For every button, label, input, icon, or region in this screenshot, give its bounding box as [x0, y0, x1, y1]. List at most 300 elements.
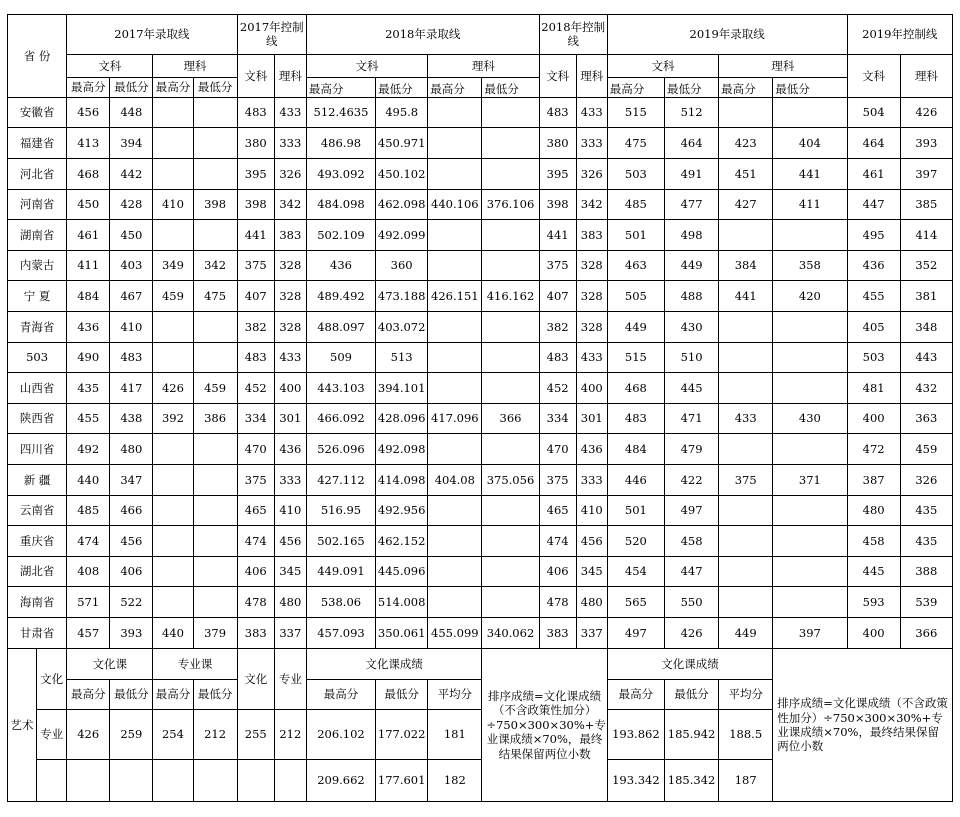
table-cell: 441: [539, 220, 576, 251]
table-cell: 513: [376, 342, 428, 373]
table-cell: 432: [900, 373, 952, 404]
table-cell: 446: [607, 464, 664, 495]
table-cell: [193, 220, 237, 251]
table-cell: [153, 526, 193, 557]
header-min: 最低分: [110, 78, 153, 97]
table-cell: 352: [900, 250, 952, 281]
table-cell: 376.106: [482, 189, 539, 220]
table-cell: 188.5: [719, 710, 773, 760]
table-row: [8, 281, 953, 312]
art-2018-score-header: 文化课成绩: [306, 648, 482, 679]
table-cell: 505: [607, 281, 664, 312]
table-cell: 366: [900, 618, 952, 649]
table-row: [8, 97, 953, 128]
table-cell: 464: [664, 128, 718, 159]
table-cell: [193, 342, 237, 373]
table-cell: 398: [193, 189, 237, 220]
table-cell: 371: [773, 464, 847, 495]
art-2018-note: 排序成绩=文化课成绩（不含政策性加分）÷750×300×30%+专业课成绩×70%，最终结果保留两位小数: [482, 648, 607, 801]
table-cell: 516.95: [306, 495, 375, 526]
table-cell: 342: [193, 250, 237, 281]
table-cell: 398: [237, 189, 274, 220]
header-like: 理科: [428, 54, 539, 77]
header-like: 理科: [576, 54, 607, 97]
table-row: [8, 373, 953, 404]
table-cell: [482, 434, 539, 465]
table-cell: 515: [607, 97, 664, 128]
table-cell: 593: [847, 587, 900, 618]
table-cell: 400: [847, 618, 900, 649]
header-2019-control: 2019年控制线: [847, 15, 952, 55]
table-cell: 385: [900, 189, 952, 220]
table-cell: [193, 526, 237, 557]
table-cell: [428, 220, 482, 251]
table-cell: 483: [607, 403, 664, 434]
table-cell: 185.342: [664, 760, 718, 802]
table-cell: 395: [237, 158, 274, 189]
table-cell: 467: [110, 281, 153, 312]
table-cell: [428, 556, 482, 587]
art-ctl-wenhua-header: 文化: [237, 648, 274, 709]
table-cell: 328: [576, 311, 607, 342]
header-min: 最低分: [482, 78, 539, 97]
table-cell: 209.662: [306, 760, 375, 802]
table-cell: 475: [607, 128, 664, 159]
table-row: [8, 250, 953, 281]
table-cell: 502.165: [306, 526, 375, 557]
table-cell: 458: [664, 526, 718, 557]
table-cell: 193.862: [607, 710, 664, 760]
table-cell: 426.151: [428, 281, 482, 312]
table-row: [8, 158, 953, 189]
table-cell: 497: [607, 618, 664, 649]
table-cell: 484: [607, 434, 664, 465]
table-cell: 255: [237, 710, 274, 760]
table-cell: 455: [67, 403, 110, 434]
table-cell: 400: [274, 373, 306, 404]
table-cell: 515: [607, 342, 664, 373]
table-cell: [153, 128, 193, 159]
header-wenke: 文科: [847, 54, 900, 97]
table-cell: 416.162: [482, 281, 539, 312]
table-cell: 478: [539, 587, 576, 618]
table-cell: 328: [576, 250, 607, 281]
province-cell: 503: [8, 342, 67, 373]
table-cell: 455.099: [428, 618, 482, 649]
table-cell: [428, 434, 482, 465]
table-cell: 474: [539, 526, 576, 557]
table-cell: [719, 556, 773, 587]
table-cell: [773, 342, 847, 373]
table-cell: 441: [237, 220, 274, 251]
table-cell: [773, 434, 847, 465]
province-cell: 甘肃省: [8, 618, 67, 649]
table-cell: 395: [539, 158, 576, 189]
table-cell: 404.08: [428, 464, 482, 495]
table-cell: 380: [539, 128, 576, 159]
header-2018-line: 2018年录取线: [306, 15, 539, 55]
art-label: 艺术: [8, 648, 37, 801]
table-cell: [773, 97, 847, 128]
table-cell: [482, 495, 539, 526]
header-max: 最高分: [306, 679, 375, 710]
header-min: 最低分: [193, 679, 237, 710]
table-cell: 492.956: [376, 495, 428, 526]
header-max: 最高分: [153, 78, 193, 97]
province-cell: 安徽省: [8, 97, 67, 128]
table-cell: [719, 220, 773, 251]
table-cell: 337: [274, 618, 306, 649]
table-cell: 504: [847, 97, 900, 128]
table-cell: 435: [900, 526, 952, 557]
header-max: 最高分: [67, 679, 110, 710]
table-cell: 328: [576, 281, 607, 312]
header-min: 最低分: [664, 679, 718, 710]
table-cell: 474: [67, 526, 110, 557]
table-cell: [153, 464, 193, 495]
table-cell: 212: [193, 710, 237, 760]
header-min: 最低分: [193, 78, 237, 97]
table-cell: 380: [237, 128, 274, 159]
table-cell: 326: [900, 464, 952, 495]
table-cell: 386: [193, 403, 237, 434]
table-cell: [193, 434, 237, 465]
table-cell: 349: [153, 250, 193, 281]
table-cell: 455: [847, 281, 900, 312]
table-cell: 328: [274, 250, 306, 281]
table-cell: 490: [67, 342, 110, 373]
table-cell: 433: [719, 403, 773, 434]
province-cell: 山西省: [8, 373, 67, 404]
table-cell: 472: [847, 434, 900, 465]
table-cell: 470: [237, 434, 274, 465]
table-cell: [37, 760, 67, 802]
table-cell: [773, 311, 847, 342]
table-row: [8, 311, 953, 342]
table-cell: 177.601: [376, 760, 428, 802]
province-cell: 四川省: [8, 434, 67, 465]
table-cell: 457.093: [306, 618, 375, 649]
table-cell: 363: [900, 403, 952, 434]
province-cell: 陕西省: [8, 403, 67, 434]
table-cell: 465: [539, 495, 576, 526]
header-wenke: 文科: [306, 54, 427, 77]
table-cell: 410: [274, 495, 306, 526]
table-cell: 393: [900, 128, 952, 159]
table-cell: 350.061: [376, 618, 428, 649]
table-cell: 461: [67, 220, 110, 251]
table-cell: [719, 526, 773, 557]
header-wenke: 文科: [539, 54, 576, 97]
table-cell: 514.008: [376, 587, 428, 618]
table-cell: 468: [67, 158, 110, 189]
table-cell: 398: [539, 189, 576, 220]
table-cell: 411: [67, 250, 110, 281]
table-cell: 382: [539, 311, 576, 342]
table-cell: 459: [193, 373, 237, 404]
table-cell: 342: [274, 189, 306, 220]
table-cell: 383: [539, 618, 576, 649]
table-cell: 436: [67, 311, 110, 342]
table-cell: 478: [237, 587, 274, 618]
table-cell: 177.022: [376, 710, 428, 760]
province-cell: 重庆省: [8, 526, 67, 557]
table-cell: [482, 526, 539, 557]
province-cell: 内蒙古: [8, 250, 67, 281]
table-cell: [719, 97, 773, 128]
table-cell: 452: [539, 373, 576, 404]
table-cell: [153, 495, 193, 526]
table-cell: [193, 556, 237, 587]
table-row: [8, 495, 953, 526]
table-cell: 417.096: [428, 403, 482, 434]
table-cell: 486.98: [306, 128, 375, 159]
table-cell: 301: [274, 403, 306, 434]
table-row: [8, 526, 953, 557]
table-cell: 483: [539, 342, 576, 373]
table-cell: 485: [607, 189, 664, 220]
table-cell: 492.099: [376, 220, 428, 251]
table-cell: 347: [110, 464, 153, 495]
table-cell: 375: [539, 464, 576, 495]
table-cell: [773, 373, 847, 404]
table-cell: [428, 128, 482, 159]
table-cell: 427: [719, 189, 773, 220]
table-cell: 454: [607, 556, 664, 587]
table-row: [8, 220, 953, 251]
header-wenke: 文科: [237, 54, 274, 97]
header-max: 最高分: [153, 679, 193, 710]
table-cell: 326: [274, 158, 306, 189]
table-cell: [719, 373, 773, 404]
table-cell: 456: [67, 97, 110, 128]
table-cell: [153, 587, 193, 618]
table-cell: [153, 158, 193, 189]
table-cell: 383: [237, 618, 274, 649]
table-cell: 400: [576, 373, 607, 404]
table-cell: 550: [664, 587, 718, 618]
table-cell: 426: [900, 97, 952, 128]
table-cell: 345: [274, 556, 306, 587]
table-cell: 479: [664, 434, 718, 465]
table-cell: 443.103: [306, 373, 375, 404]
table-cell: 480: [274, 587, 306, 618]
header-min: 最低分: [773, 78, 847, 97]
table-cell: 393: [110, 618, 153, 649]
table-cell: 462.152: [376, 526, 428, 557]
table-cell: 475: [193, 281, 237, 312]
table-row: [8, 587, 953, 618]
table-cell: 333: [274, 464, 306, 495]
table-cell: 503: [607, 158, 664, 189]
table-cell: 410: [110, 311, 153, 342]
table-cell: 468: [607, 373, 664, 404]
art-zhuanyeke-header: 专业课: [153, 648, 237, 679]
table-cell: 406: [539, 556, 576, 587]
table-cell: 484: [67, 281, 110, 312]
table-cell: 333: [274, 128, 306, 159]
table-cell: 410: [153, 189, 193, 220]
table-cell: 423: [719, 128, 773, 159]
table-cell: 520: [607, 526, 664, 557]
table-cell: 410: [576, 495, 607, 526]
table-cell: 488.097: [306, 311, 375, 342]
table-cell: 495.8: [376, 97, 428, 128]
table-cell: 182: [428, 760, 482, 802]
header-max: 最高分: [306, 78, 375, 97]
table-row: [8, 128, 953, 159]
header-2017-line: 2017年录取线: [67, 15, 238, 55]
table-cell: 436: [847, 250, 900, 281]
table-cell: 512: [664, 97, 718, 128]
header-avg: 平均分: [428, 679, 482, 710]
table-cell: 539: [900, 587, 952, 618]
table-cell: 509: [306, 342, 375, 373]
table-cell: 457: [67, 618, 110, 649]
table-cell: 375: [237, 464, 274, 495]
table-cell: 538.06: [306, 587, 375, 618]
table-cell: 510: [664, 342, 718, 373]
table-cell: 301: [576, 403, 607, 434]
table-cell: 400: [847, 403, 900, 434]
table-cell: 448: [110, 97, 153, 128]
table-cell: [428, 495, 482, 526]
table-cell: 340.062: [482, 618, 539, 649]
header-max: 最高分: [607, 679, 664, 710]
table-cell: 474: [237, 526, 274, 557]
table-cell: 193.342: [607, 760, 664, 802]
table-cell: 430: [664, 311, 718, 342]
table-cell: 441: [773, 158, 847, 189]
table-cell: 452: [237, 373, 274, 404]
table-cell: 512.4635: [306, 97, 375, 128]
table-cell: [193, 97, 237, 128]
table-cell: 565: [607, 587, 664, 618]
table-cell: [773, 526, 847, 557]
header-2017-control: 2017年控制线: [237, 15, 306, 55]
table-row: [8, 618, 953, 649]
table-cell: [773, 495, 847, 526]
table-cell: 526.096: [306, 434, 375, 465]
header-max: 最高分: [67, 78, 110, 97]
province-cell: 新 疆: [8, 464, 67, 495]
table-cell: [482, 128, 539, 159]
table-cell: [482, 158, 539, 189]
table-cell: 422: [664, 464, 718, 495]
header-2019-line: 2019年录取线: [607, 15, 847, 55]
table-cell: 328: [274, 311, 306, 342]
table-cell: 498: [664, 220, 718, 251]
table-cell: 254: [153, 710, 193, 760]
table-cell: 333: [576, 464, 607, 495]
table-cell: 426: [153, 373, 193, 404]
table-cell: 449: [607, 311, 664, 342]
table-cell: 433: [576, 342, 607, 373]
table-cell: 414.098: [376, 464, 428, 495]
header-min: 最低分: [376, 78, 428, 97]
table-cell: 491: [664, 158, 718, 189]
table-cell: 348: [900, 311, 952, 342]
table-cell: 450: [67, 189, 110, 220]
table-cell: [428, 342, 482, 373]
table-cell: [428, 97, 482, 128]
table-cell: 459: [900, 434, 952, 465]
table-cell: [719, 311, 773, 342]
table-cell: 181: [428, 710, 482, 760]
table-cell: [428, 587, 482, 618]
table-cell: 456: [576, 526, 607, 557]
table-cell: 397: [900, 158, 952, 189]
table-cell: 465: [237, 495, 274, 526]
table-cell: 470: [539, 434, 576, 465]
table-cell: [428, 158, 482, 189]
table-cell: 379: [193, 618, 237, 649]
table-cell: 445: [664, 373, 718, 404]
table-cell: 375: [237, 250, 274, 281]
header-wenke: 文科: [607, 54, 718, 77]
table-cell: 450: [110, 220, 153, 251]
table-cell: 485: [67, 495, 110, 526]
admission-score-table: [7, 14, 953, 802]
table-cell: 435: [900, 495, 952, 526]
table-cell: [153, 311, 193, 342]
table-cell: 366: [482, 403, 539, 434]
header-max: 最高分: [428, 78, 482, 97]
table-cell: 212: [274, 710, 306, 760]
table-cell: 406: [110, 556, 153, 587]
table-cell: 462.098: [376, 189, 428, 220]
table-cell: 445: [847, 556, 900, 587]
table-cell: [428, 373, 482, 404]
table-cell: 426: [664, 618, 718, 649]
table-cell: 495: [847, 220, 900, 251]
province-cell: 青海省: [8, 311, 67, 342]
table-cell: 522: [110, 587, 153, 618]
table-cell: 497: [664, 495, 718, 526]
table-cell: 337: [576, 618, 607, 649]
table-cell: 445.096: [376, 556, 428, 587]
header-min: 最低分: [664, 78, 718, 97]
table-cell: 484.098: [306, 189, 375, 220]
table-cell: [482, 250, 539, 281]
table-cell: [482, 556, 539, 587]
table-cell: 433: [274, 342, 306, 373]
table-cell: [719, 342, 773, 373]
table-cell: 503: [847, 342, 900, 373]
table-cell: [193, 587, 237, 618]
table-cell: 411: [773, 189, 847, 220]
province-cell: 宁 夏: [8, 281, 67, 312]
header-avg: 平均分: [719, 679, 773, 710]
table-cell: 334: [539, 403, 576, 434]
table-cell: 477: [664, 189, 718, 220]
table-cell: 461: [847, 158, 900, 189]
table-cell: 407: [237, 281, 274, 312]
table-cell: 382: [237, 311, 274, 342]
table-cell: 405: [847, 311, 900, 342]
table-cell: 441: [719, 281, 773, 312]
table-cell: 328: [274, 281, 306, 312]
table-cell: 206.102: [306, 710, 375, 760]
table-cell: 426: [67, 710, 110, 760]
art-2019-note: 排序成绩=文化课成绩（不含政策性加分）÷750×300×30%+专业课成绩×70%，最终结果保留两位小数: [773, 648, 953, 801]
table-cell: 436: [306, 250, 375, 281]
table-cell: 185.942: [664, 710, 718, 760]
table-cell: 326: [576, 158, 607, 189]
table-cell: [110, 760, 153, 802]
table-cell: 449: [664, 250, 718, 281]
table-cell: [193, 760, 237, 802]
